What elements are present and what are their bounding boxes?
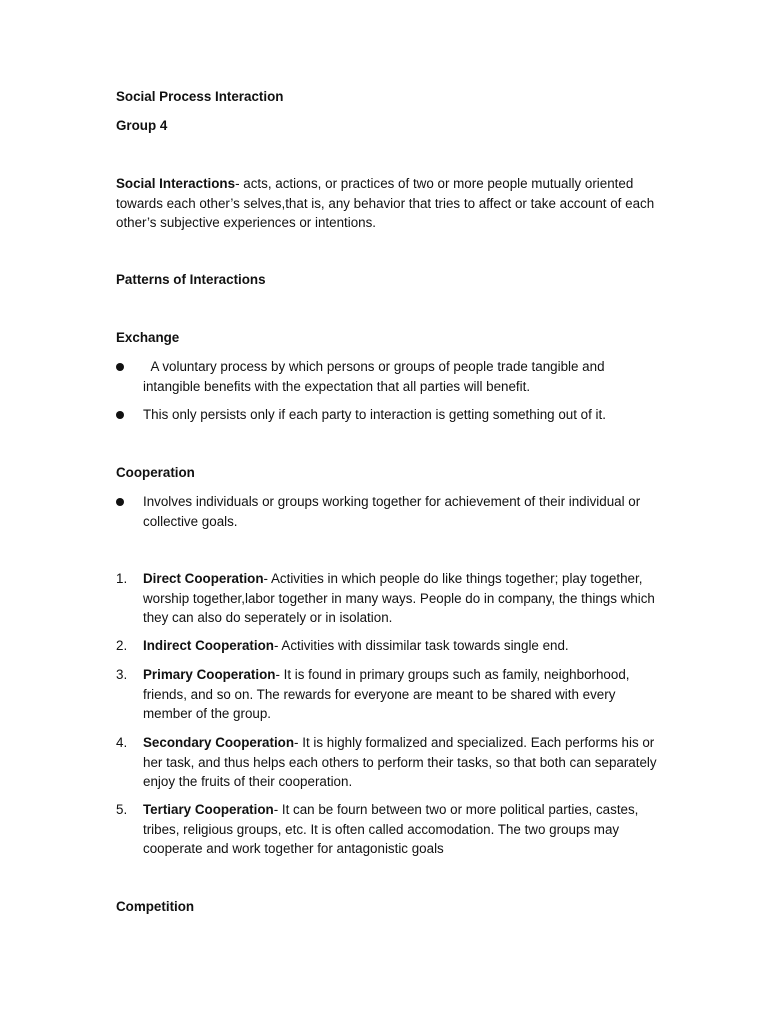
type-text: - Activities in which people do like things together; play together, worship together,labor together in many ways. People do in company, the things which they can also do seperately or in isolation. xyxy=(143,571,655,625)
type-term: Tertiary Cooperation xyxy=(143,802,274,817)
list-number: 1. xyxy=(116,571,128,586)
cooperation-type-2 xyxy=(116,636,661,656)
exchange-bullet-1 xyxy=(116,357,661,396)
document-title: Social Process Interaction xyxy=(116,89,284,104)
type-term: Secondary Cooperation xyxy=(143,735,295,750)
list-number: 3. xyxy=(116,667,128,682)
exchange-bullet-2 xyxy=(116,405,661,425)
cooperation-type-4 xyxy=(116,733,661,792)
type-term: Primary Cooperation xyxy=(143,667,276,682)
cooperation-type-1 xyxy=(116,569,661,628)
exchange-bullet-text: This only persists only if each party to interaction is getting something out of it. xyxy=(143,407,606,422)
cooperation-type-5 xyxy=(116,800,661,859)
type-term: Direct Cooperation xyxy=(143,571,264,586)
patterns-heading: Patterns of Interactions xyxy=(116,272,266,287)
bullet-icon xyxy=(116,363,124,371)
type-term: Indirect Cooperation xyxy=(143,638,274,653)
intro-definition: - acts, actions, or practices of two or more people mutually oriented towards each other’s selves,that is, any behavior that tries to affect or take account of each other’s subjective experiences or intentions. xyxy=(116,176,655,230)
type-text: - Activities with dissimilar task towards single end. xyxy=(273,638,569,653)
exchange-heading: Exchange xyxy=(116,330,180,345)
competition-heading: Competition xyxy=(116,899,195,914)
cooperation-bullet-text: Involves individuals or groups working together for achievement of their individual or collective goals. xyxy=(143,494,641,529)
list-number: 5. xyxy=(116,802,128,817)
exchange-bullet-text: A voluntary process by which persons or groups of people trade tangible and intangible benefits with the expectation that all parties will benefit. xyxy=(143,359,609,394)
list-number: 4. xyxy=(116,735,128,750)
group-label: Group 4 xyxy=(116,118,168,133)
cooperation-heading: Cooperation xyxy=(116,465,195,480)
bullet-icon xyxy=(116,411,124,419)
type-text: - It is found in primary groups such as family, neighborhood, friends, and so on. The rewards for everyone are meant to be shared with every member of the group. xyxy=(143,667,630,721)
cooperation-type-3 xyxy=(116,665,661,724)
type-text: - It can be fourn between two or more political parties, castes, tribes, religious groups, etc. It is often called accomodation. The two groups may cooperate and work together for antagonistic goals xyxy=(143,802,639,856)
intro-term: Social Interactions xyxy=(116,176,236,191)
cooperation-bullet-1 xyxy=(116,492,661,531)
type-text: - It is highly formalized and specialized. Each performs his or her task, and thus helps each others to perform their tasks, so that both can separately enjoy the fruits of their cooperation. xyxy=(143,735,657,789)
bullet-icon xyxy=(116,498,124,506)
list-number: 2. xyxy=(116,638,128,653)
intro-paragraph xyxy=(116,174,656,233)
